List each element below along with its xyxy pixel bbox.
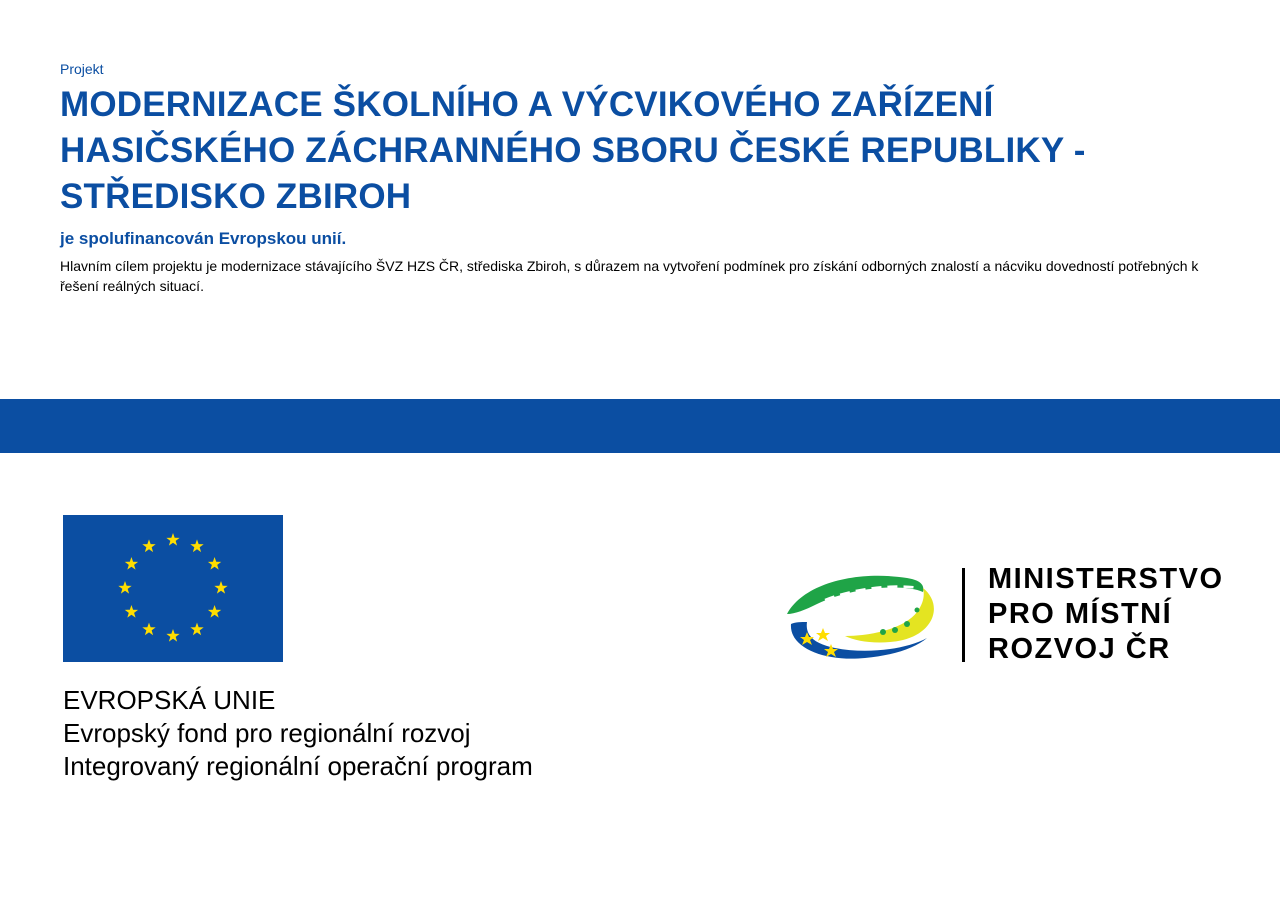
project-header: [60, 60, 1240, 296]
ministry-line: MINISTERSTVO: [988, 563, 1224, 595]
ministry-name: [988, 562, 1224, 667]
project-subtitle: je spolufinancován Evropskou unií.: [60, 229, 347, 248]
eu-name: EVROPSKÁ UNIE: [63, 685, 276, 715]
ministry-divider: [962, 568, 965, 662]
blue-band: [0, 399, 1280, 453]
project-description: Hlavním cílem projektu je modernizace stávajícího ŠVZ HZS ČR, střediska Zbiroh, s důrazem na vytvoření podmínek pro získání odborných znalostí a nácviku dovedností potřebných k řešení reálných situací.: [60, 258, 1199, 294]
project-title-line: MODERNIZACE ŠKOLNÍHO A VÝCVIKOVÉHO ZAŘÍZENÍ: [60, 85, 994, 124]
project-title: [60, 82, 1240, 220]
eu-fund: Evropský fond pro regionální rozvoj: [63, 718, 471, 748]
project-title-line: STŘEDISKO ZBIROH: [60, 177, 412, 216]
mmr-logo-icon: [785, 570, 940, 660]
eu-text-block: [63, 684, 533, 783]
project-title-line: HASIČSKÉHO ZÁCHRANNÉHO SBORU ČESKÉ REPUBLIKY -: [60, 131, 1086, 170]
ministry-line: PRO MÍSTNÍ: [988, 598, 1173, 630]
ministry-line: ROZVOJ ČR: [988, 633, 1171, 665]
eu-flag-icon: [63, 515, 283, 662]
project-label: Projekt: [60, 61, 104, 77]
eu-program: Integrovaný regionální operační program: [63, 751, 533, 781]
